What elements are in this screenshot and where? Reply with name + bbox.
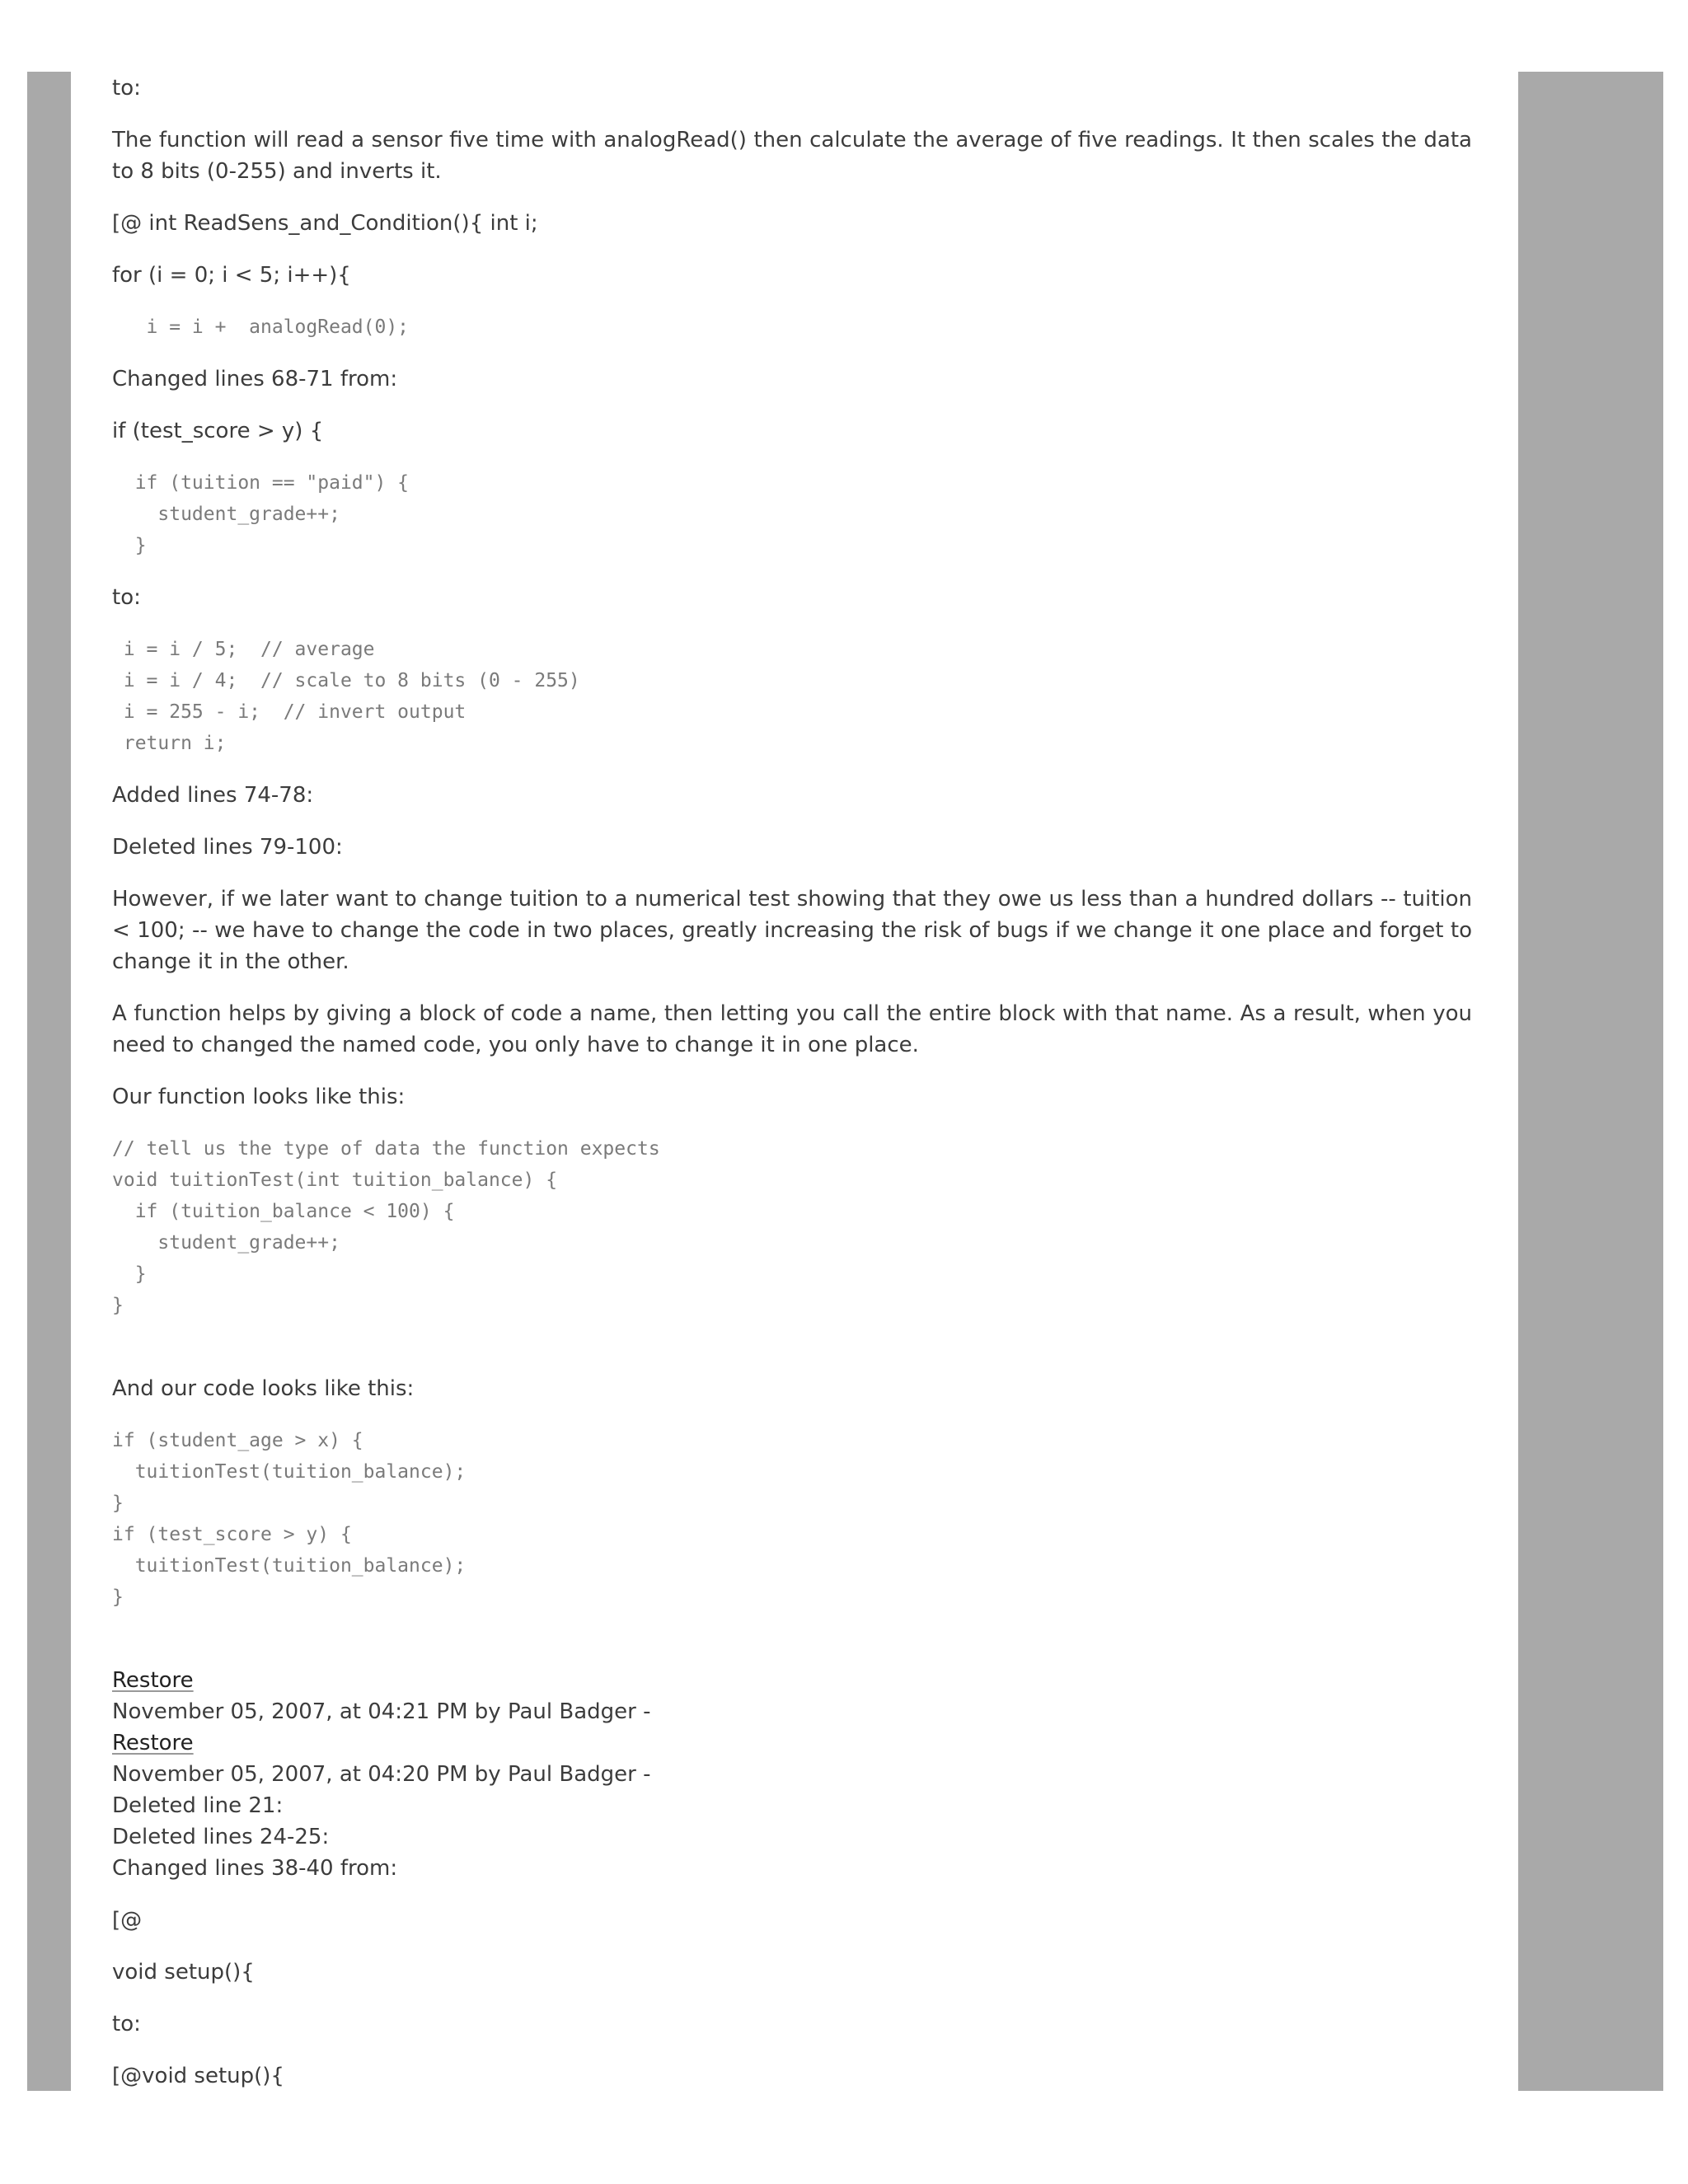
paragraph: [@ int ReadSens_and_Condition(){ int i; xyxy=(112,211,538,236)
paragraph: void setup(){ xyxy=(112,1960,255,1985)
paragraph: Our function looks like this: xyxy=(112,1085,406,1109)
restore-link[interactable]: Restore xyxy=(112,1668,194,1693)
code-block: i = i / 5; // average i = i / 4; // scale to 8 bits (0 - 255) i = 255 - i; // invert output return i; xyxy=(123,639,580,754)
paragraph: if (test_score > y) { xyxy=(112,419,324,443)
paragraph: Deleted lines 79-100: xyxy=(112,835,343,860)
spacer xyxy=(112,1633,1472,1665)
paragraph: And our code looks like this: xyxy=(112,1376,415,1401)
change-line: Deleted lines 24-25: xyxy=(112,1825,330,1849)
change-line: Deleted line 21: xyxy=(112,1793,284,1818)
code-block: if (tuition == "paid") { student_grade++; } xyxy=(134,472,410,556)
change-line: Changed lines 38-40 from: xyxy=(112,1856,398,1881)
revision-entry: November 05, 2007, at 04:21 PM by Paul Badger - xyxy=(112,1699,651,1724)
paragraph: The function will read a sensor five time with analogRead() then calculate the average of five readings. It then scales the data to 8 bits (0-255) and inverts it. xyxy=(112,128,1472,184)
revision-history xyxy=(112,1665,1472,1884)
left-margin-bar xyxy=(27,72,71,2091)
paragraph: Added lines 74-78: xyxy=(112,783,314,808)
code-block: if (student_age > x) { tuitionTest(tuition_balance); } if (test_score > y) { tuitionTest(tuition_balance); } xyxy=(112,1430,467,1608)
paragraph: However, if we later want to change tuition to a numerical test showing that they owe us less than a hundred dollars -- tuition < 100; -- we have to change the code in two places, greatly increasing the risk of bugs if we change it one place and forget to change it in the other. xyxy=(112,887,1472,974)
paragraph: for (i = 0; i < 5; i++){ xyxy=(112,263,351,288)
paragraph: to: xyxy=(112,76,141,101)
paragraph: [@void setup(){ xyxy=(112,2064,284,2088)
restore-link[interactable]: Restore xyxy=(112,1731,194,1755)
revision-entry: November 05, 2007, at 04:20 PM by Paul Badger - xyxy=(112,1762,651,1787)
page-content xyxy=(112,73,1472,2112)
code-block: i = i + analogRead(0); xyxy=(112,316,410,338)
code-block: // tell us the type of data the function expects void tuitionTest(int tuition_balance) { if (tuition_balance < 100) { student_grade++; } } xyxy=(112,1138,660,1316)
paragraph: A function helps by giving a block of code a name, then letting you call the entire block with that name. As a result, when you need to changed the named code, you only have to change it in one place. xyxy=(112,1001,1472,1057)
paragraph: Changed lines 68-71 from: xyxy=(112,367,398,391)
paragraph: [@ xyxy=(112,1908,143,1933)
right-margin-bar xyxy=(1518,72,1663,2091)
paragraph: to: xyxy=(112,2012,141,2036)
paragraph: to: xyxy=(112,585,141,610)
spacer xyxy=(112,1342,1472,1373)
